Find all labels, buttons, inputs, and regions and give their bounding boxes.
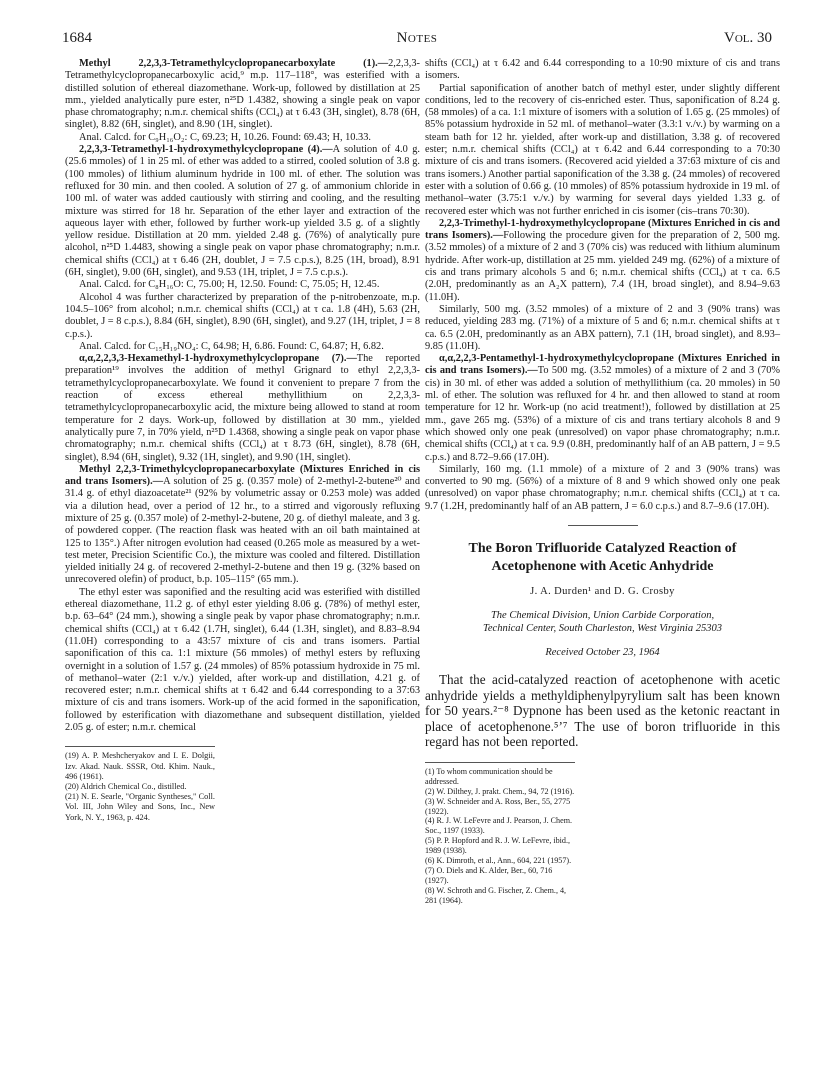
paragraph-text: Following the procedure given for the preparation of 2, 500 mg. (3.52 mmoles) of a mixture of 2 and 3 (70% cis) was reduced with lithium aluminum hydride. After work-up, distillation at 25 mm. yielded 249 mg. (62%) of a mixture of cis and trans primary alcohols 5 and 6; n.m.r. chemical shifts (CCl₄) at τ ca. 6.5 (2.0H, predominantly as an A₂X pattern), 7.4 (1H, broad singlet), and 8.94–9.63 (11.0H). bbox=[425, 230, 780, 303]
left-paragraphs bbox=[65, 58, 420, 734]
paragraph bbox=[425, 353, 780, 464]
paragraph-text: shifts (CCl₄) at τ 6.42 and 6.44 corresponding to a 10:90 mixture of cis and trans isomers. bbox=[425, 58, 780, 82]
paragraph bbox=[425, 304, 780, 353]
section-heading: Methyl 2,2,3,3-Tetramethylcyclopropanecarboxylate (1).— bbox=[79, 58, 389, 69]
footnote: (5) P. P. Hopford and R. J. W. LeFevre, ibid., 1989 (1938). bbox=[425, 836, 571, 856]
paragraph bbox=[65, 58, 420, 132]
article-authors: J. A. Durden¹ and D. G. Crosby bbox=[530, 585, 675, 597]
paragraph bbox=[65, 341, 420, 353]
article-title: The Boron Trifluoride Catalyzed Reaction of Acetophenone with Acetic Anhydride bbox=[468, 540, 737, 574]
section-heading: 2,2,3-Trimethyl-1-hydroxymethylcyclopropane (Mixtures Enriched in cis and trans Isomers).— bbox=[425, 217, 780, 242]
footnote: (1) To whom communication should be addressed. bbox=[425, 766, 553, 786]
paragraph-text: The reported preparation¹⁹ involves the addition of methyl Grignard to ethyl 2,2,3,3-tetramethylcyclopropanecarboxylate. We found it convenient to prepare 7 from the reaction of excess ethereal methyllithium on 2,2,3,3-tetramethylcyclopropanecarboxylic acid, the mixture being allowed to stand at room temperature for 2 days. Work-up, followed by distillation at 30 mm., yielded analytically pure 7, in 70% yield, n²⁵D 1.4368, showing a single peak on vapor phase chromatography; n.m.r. chemical shifts (CCl₄) at τ 8.73 (6H, singlet), 8.78 (6H, singlet), 8.94 (6H, singlet), 9.32 (1H, singlet), and 9.90 (1H, singlet). bbox=[65, 353, 420, 463]
paragraph bbox=[65, 279, 420, 291]
paragraph bbox=[65, 587, 420, 735]
footnote: (20) Aldrich Chemical Co., distilled. bbox=[65, 781, 187, 791]
received-date: Received October 23, 1964 bbox=[545, 646, 660, 658]
affiliation-line-2: Technical Center, South Charleston, West Virginia 25303 bbox=[483, 622, 722, 634]
paragraph-text: A solution of 4.0 g. (25.6 mmoles) of 1 in 25 ml. of ether was added to a stirred, cooled solution of 3.8 g. (100 mmoles) of lithium aluminum hydride in 100 ml. of ether. The solution was refluxed for 30 min. and then cooled. A solution of 27 g. of ammonium chloride in 100 ml. of water was added cautiously with stirring and cooling, and the resulting mixture was stirred for 18 hr. Separation of the ether layer and extraction of the aqueous layer with ether, followed by further work-up yielded 3.5 g. of a slightly yellow residue. Distillation at 20 mm. yielded 2.48 g. (76%) of analytically pure alcohol, n²⁵D 1.4483, showing a single peak on vapor phase chromatography; n.m.r. chemical shifts (CCl₄) at τ 6.46 (2H, doublet, J = 7.5 c.p.s.), 8.25 (1H, broad), 8.91 (6H, singlet), 9.00 (6H, singlet), and 9.53 (1H, triplet, J = 7.5 c.p.s.). bbox=[65, 144, 420, 279]
article-divider bbox=[568, 525, 638, 526]
paragraph-text: Similarly, 500 mg. (3.52 mmoles) of a mixture of 2 and 3 (90% trans) was reduced, yielding 283 mg. (71%) of a mixture of 5 and 6; n.m.r. chemical shifts at τ ca. 6.5 (2.0H, predominantly as an ABX pattern), 7.1 (1H, broad singlet), and 8.93–9.85 (11.0H). bbox=[425, 303, 780, 352]
paragraph-text: The ethyl ester was saponified and the resulting acid was esterified with distilled ethereal diazomethane, 11.2 g. of ethyl ester yielding 8.06 g. (78%) of methyl ester, b.p. 63–64° (24 mm.), showing a single peak by vapor phase chromatography; n.m.r. chemical shifts (CCl₄) at τ 6.42 (1.7H, singlet), 6.44 (1.3H, singlet), and 8.83–8.94 (11.0H) corresponding to a 43:57 mixture of cis and trans isomers. Partial saponification of this ca. 1:1 mixture (56 mmoles) of methyl esters by refluxing overnight in a solution of 1.57 g. (24 mmoles) of 85% potassium hydroxide in 75 ml. of methanol–water (2:1 v./v.) yielded, after work-up and distillation, 4.21 g. of recovered ester; n.m.r. chemical shifts at τ 6.42 and 6.44 corresponding to a 37:63 mixture of cis and trans isomers. Work-up of the acid formed in the saponification, followed by esterification with diazomethane and subsequent distillation, yielded 2.05 g. of ester; n.m.r. chemical bbox=[65, 586, 420, 734]
paragraph-text: 2,2,3,3-Tetramethylcyclopropanecarboxylic acid,⁹ m.p. 117–118°, was esterified with a distilled solution of ethereal diazomethane. Work-up, followed by distillation at 25 mm., yielded analytically pure ester, n²⁵D 1.4382, showing a single peak on vapor phase chromatography; n.m.r. chemical shifts (CCl₄) at τ 6.43 (3H, singlet), 8.78 (6H, singlet), 8.82 (6H, singlet), and 8.90 (1H, singlet). bbox=[65, 58, 420, 131]
volume-label: Vol. 30 bbox=[724, 30, 772, 46]
paragraph bbox=[425, 218, 780, 304]
running-head: Notes bbox=[396, 30, 438, 46]
paragraph-text: Similarly, 160 mg. (1.1 mmole) of a mixture of 2 and 3 (90% trans) was converted to 90 mg. (56%) of a mixture of 8 and 9 which showed only one peak (unresolved) on vapor phase chromatography; n.m.r. chemical shifts (CCl₄) at τ ca. 9.7 (1.2H, predominantly half of an AB pattern, J = 6.0 c.p.s.) and 8.7–9.6 (17.0H). bbox=[425, 463, 780, 512]
paragraph bbox=[425, 58, 780, 83]
left-footnotes bbox=[65, 746, 215, 822]
paragraph-text: A solution of 25 g. (0.357 mole) of 2-methyl-2-butene²⁰ and 31.4 g. of ethyl diazoacetate²¹ (92% by volumetric assay or 0.253 mole) was added via a dilution head, over a period of 12 hr., to a stirred and vigorously refluxing mixture of 25 g. (0.357 mole) of 2-methyl-2-butene, 20 g. of diethyl maleate, and 3 g. of powdered copper. (The reaction flask was heated with an oil bath maintained at 125 to 135°.) After nitrogen evolution had ceased (0.265 mole as measured by a wet-test meter, Precision Scientific Co.), the mixture was cooled and filtered. Distillation yielded initially 24 g. of recovered 2-methyl-2-butene and then 19 g. (32% based on unrecovered olefin) of product, b.p. 105–115° (65 mm.). bbox=[65, 476, 420, 586]
paragraph-text: To 500 mg. (3.52 mmoles) of a mixture of 2 and 3 (70% cis) in 30 ml. of ether was added a solution of methyllithium (ca. 20 mmoles) in 50 ml. of ether. The solution was refluxed for 4 hr. and then allowed to stand at room temperature for 12 hr. Work-up (no acid treatment!), followed by distillation at 25 mm., gave 265 mg. (53%) of a mixture of cis and trans tertiary alcohols 8 and 9 which showed only one peak (unresolved) on vapor phase chromatography; n.m.r. chemical shifts (CCl₄) at τ ca. 9.9 (0.8H, predominantly half of an AB pattern, J = 9.5 c.p.s.) and 8.72–9.66 (17.0H). bbox=[425, 365, 780, 463]
paragraph bbox=[65, 464, 420, 587]
article-affiliation bbox=[425, 609, 780, 635]
section-heading: α,α,2,2,3-Pentamethyl-1-hydroxymethylcyclopropane (Mixtures Enriched in cis and trans Isomers).— bbox=[425, 353, 780, 377]
footnote: (3) W. Schneider and A. Ross, Ber., 55, 2775 (1922). bbox=[425, 796, 571, 816]
paragraph bbox=[425, 83, 780, 218]
affiliation-line-1: The Chemical Division, Union Carbide Corporation, bbox=[490, 609, 715, 621]
footnote: (8) W. Schroth and G. Fischer, Z. Chem., 4, 281 (1964). bbox=[425, 885, 567, 905]
paragraph-text: Anal. Calcd. for C₁₅H₁₉NO₄: C, 64.98; H, 6.86. Found: C, 64.87; H, 6.82. bbox=[79, 340, 384, 352]
paragraph bbox=[65, 353, 420, 464]
page-header bbox=[62, 30, 772, 50]
footnote: (21) N. E. Searle, "Organic Syntheses," Coll. Vol. III, John Wiley and Sons, Inc., New York, N. Y., 1963, p. 424. bbox=[65, 792, 215, 822]
footnote: (6) K. Dimroth, et al., Ann., 604, 221 (1957). bbox=[425, 856, 572, 866]
paragraph bbox=[425, 464, 780, 513]
section-heading: α,α,2,2,3,3-Hexamethyl-1-hydroxymethylcyclopropane (7).— bbox=[79, 353, 357, 365]
page-number: 1684 bbox=[62, 30, 92, 46]
left-column bbox=[65, 58, 420, 823]
right-footnotes bbox=[425, 762, 575, 906]
right-paragraphs bbox=[425, 58, 780, 513]
paragraph-text: Partial saponification of another batch of methyl ester, under slightly different conditions, led to the recovery of cis-enriched ester. Thus, saponification of 8.24 g. (58 mmoles) of a ca. 1:1 mixture of isomers with a solution of 1.65 g. (25 mmoles) of 85% potassium hydroxide in 52 ml. of methanol–water (3.3:1 v./v.) by warming on a steam bath for 12 hr. yielded, after work-up and distillation, 3.38 g. of recovered ester; n.m.r. chemical shifts (CCl₄) at τ 6.42 and 6.44 corresponding to a 70:30 mixture of cis and trans isomers. (Recovered acid yielded a 37:63 mixture of cis and trans isomers.) Another partial saponification of the 3.38 g. (24 mmoles) of recovered ester with a solution of 0.66 g. (10 mmoles) of 85% potassium hydroxide in 19 ml. of methanol–water (3.75:1 v./v.) by warming for several days yielded 1.33 g. of recovered ester which was not further enriched in cis isomer (cis–trans 70:30). bbox=[425, 82, 780, 217]
footnote: (19) A. P. Meshcheryakov and I. E. Dolgii, Izv. Akad. Nauk. SSSR, Otd. Khim. Nauk., 496 (1961). bbox=[65, 751, 215, 781]
footnote: (4) R. J. W. LeFevre and J. Pearson, J. Chem. Soc., 1197 (1933). bbox=[425, 816, 573, 836]
section-heading: 2,2,3,3-Tetramethyl-1-hydroxymethylcyclopropane (4).— bbox=[79, 144, 333, 156]
paragraph bbox=[65, 292, 420, 341]
paragraph bbox=[65, 132, 420, 144]
section-heading: Methyl 2,2,3-Trimethylcyclopropanecarboxylate (Mixtures Enriched in cis and trans Isomers).— bbox=[65, 463, 420, 488]
right-column bbox=[425, 58, 780, 906]
paragraph bbox=[65, 144, 420, 279]
footnote: (7) O. Diels and K. Alder, Ber., 60, 716 (1927). bbox=[425, 866, 553, 885]
paragraph-text: Alcohol 4 was further characterized by preparation of the p-nitrobenzoate, m.p. 104.5–106° from alcohol; n.m.r. chemical shifts (CCl₄) at τ ca. 1.8 (4H), 5.63 (2H, doublet, J = 8 c.p.s.), 8.84 (6H, singlet), 8.90 (6H, singlet), and 9.27 (1H, triplet, J = 8 c.p.s.). bbox=[65, 291, 420, 340]
paragraph-text: Anal. Calcd. for C₈H₁₆O: C, 75.00; H, 12.50. Found: C, 75.05; H, 12.45. bbox=[79, 279, 380, 291]
footnote: (2) W. Dilthey, J. prakt. Chem., 94, 72 (1916). bbox=[425, 786, 575, 796]
article-intro: That the acid-catalyzed reaction of acetophenone with acetic anhydride yields a methyldiphenylpyrylium salt has been known for 50 years.²⁻⁸ Dypnone has been used as the ketonic reactant in place of acetophenone.⁵ʼ⁷ The use of boron trifluoride in this regard has not been reported. bbox=[425, 671, 780, 750]
paragraph-text: Anal. Calcd. for C₉H₁₆O₂: C, 69.23; H, 10.26. Found: 69.43; H, 10.33. bbox=[79, 131, 371, 143]
